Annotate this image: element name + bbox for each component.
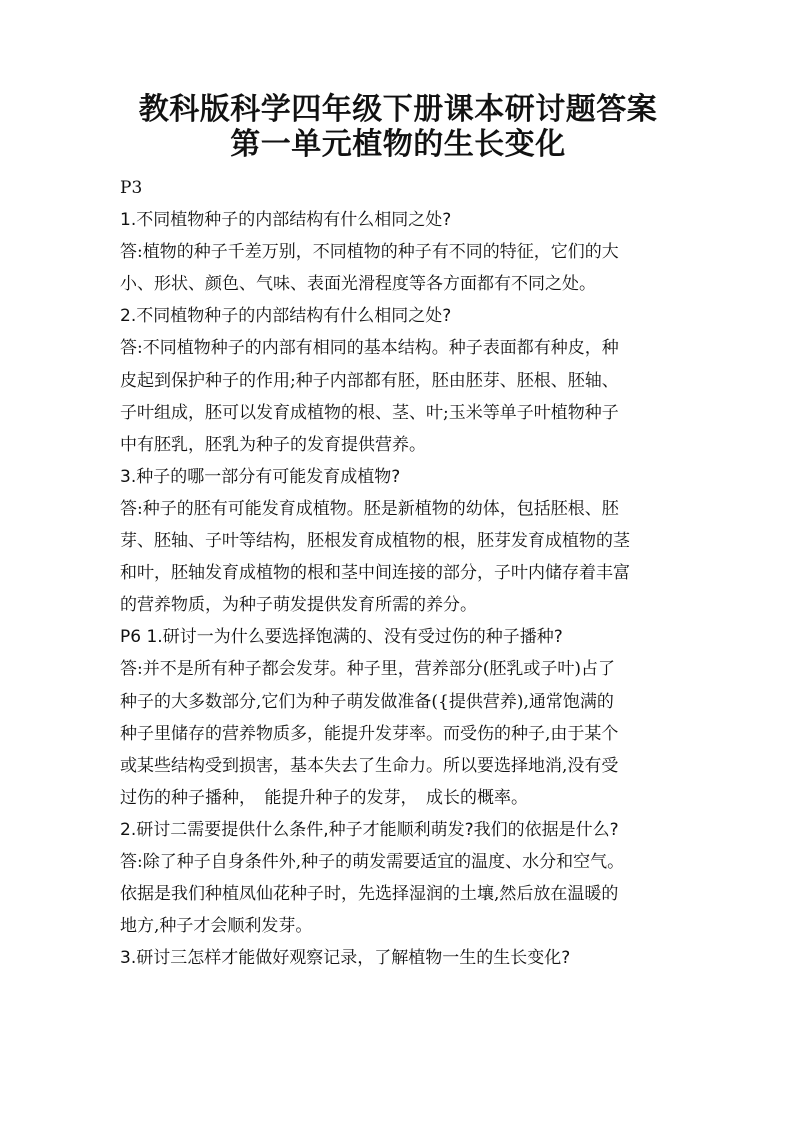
document-subtitle: 第一单元植物的生长变化 (230, 127, 566, 162)
answer-3-line-3: 和叶，胚轴发育成植物的根和茎中间连接的部分，子叶内储存着丰富 (120, 563, 630, 584)
answer-2-line-2: 皮起到保护种子的作用;种子内部都有胚，胚由胚芽、胚根、胚轴、 (120, 370, 619, 391)
answer-2-line-1: 答:不同植物种子的内部有相同的基本结构。种子表面都有种皮，种 (120, 338, 619, 359)
p6-answer-2-line-2: 依据是我们种植凤仙花种子时，先选择湿润的土壤,然后放在温暖的 (120, 884, 619, 905)
question-2: 2.不同植物种子的内部结构有什么相同之处? (120, 306, 452, 327)
answer-1-line-2: 小、形状、颜色、气味、表面光滑程度等各方面都有不同之处。 (120, 274, 596, 295)
p6-question-1: P6 1.研讨一为什么要选择饱满的、没有受过伤的种子播种? (120, 627, 563, 648)
answer-2-line-3: 子叶组成，胚可以发育成植物的根、茎、叶;玉米等单子叶植物种子 (120, 402, 619, 423)
p6-answer-1-line-3: 种子里储存的营养物质多，能提升发芽率。而受伤的种子,由于某个 (120, 723, 619, 744)
document-title: 教科版科学四年级下册课本研讨题答案 (138, 92, 658, 127)
p6-answer-1-line-1: 答:并不是所有种子都会发芽。种子里，营养部分(胚乳或子叶)占了 (120, 659, 615, 680)
p6-question-3: 3.研讨三怎样才能做好观察记录，了解植物一生的生长变化? (120, 948, 571, 969)
p6-answer-1-line-2: 种子的大多数部分,它们为种子萌发做准备({提供营养),通常饱满的 (120, 691, 614, 712)
page-marker-p3: P3 (120, 178, 143, 198)
p6-answer-2-line-3: 地方,种子才会顺利发芽。 (120, 916, 313, 937)
answer-3-line-1: 答:种子的胚有可能发育成植物。胚是新植物的幼体，包括胚根、胚 (120, 498, 619, 519)
answer-3-line-2: 芽、胚轴、子叶等结构，胚根发育成植物的根，胚芽发育成植物的茎 (120, 531, 630, 552)
answer-2-line-4: 中有胚乳，胚乳为种子的发育提供营养。 (120, 434, 426, 455)
document-body (120, 172, 676, 974)
question-1: 1.不同植物种子的内部结构有什么相同之处? (120, 210, 452, 231)
question-3: 3.种子的哪一部分有可能发育成植物? (120, 466, 401, 487)
p6-answer-1-line-4: 或某些结构受到损害，基本失去了生命力。所以要选择地消,没有受 (120, 755, 619, 776)
p6-question-2: 2.研讨二需要提供什么条件,种子才能顺利萌发?我们的依据是什么? (120, 819, 619, 840)
p6-answer-1-line-5: 过伤的种子播种， 能提升种子的发芽， 成长的概率。 (120, 787, 528, 808)
answer-3-line-4: 的营养物质，为种子萌发提供发育所需的养分。 (120, 595, 477, 616)
answer-1-line-1: 答:植物的种子千差万别，不同植物的种子有不同的特征，它们的大 (120, 242, 619, 263)
p6-answer-2-line-1: 答:除了种子自身条件外,种子的萌发需要适宜的温度、水分和空气。 (120, 851, 625, 872)
